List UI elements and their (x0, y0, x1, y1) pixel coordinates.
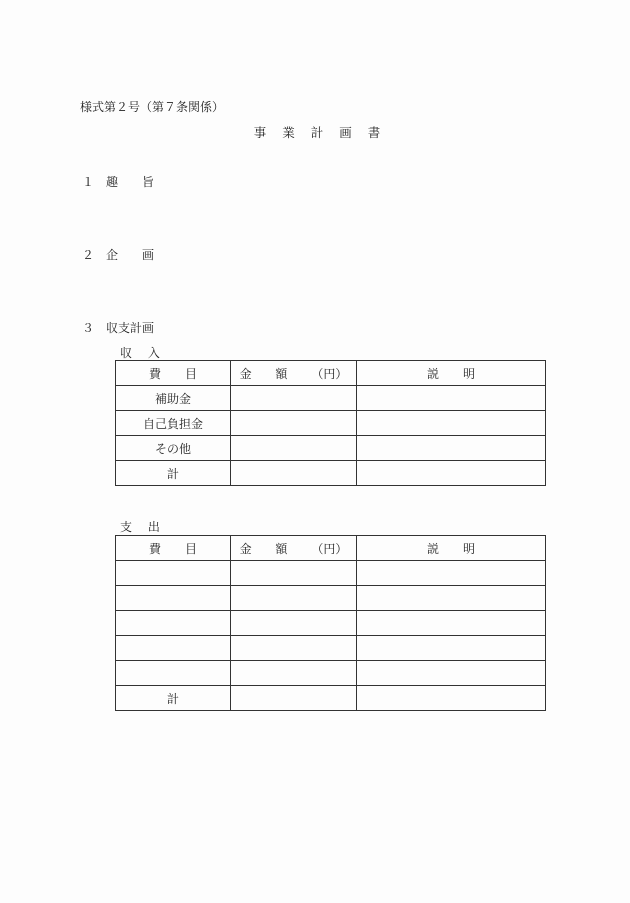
section-label: 収支計画 (106, 321, 155, 335)
total-row (116, 461, 546, 486)
amount-cell[interactable] (231, 411, 357, 436)
income-label: 収 入 (120, 346, 166, 360)
table-row (116, 436, 546, 461)
section-plan (82, 246, 154, 263)
item-cell: 自己負担金 (116, 411, 231, 436)
amount-cell[interactable] (231, 636, 357, 661)
section-purpose (82, 173, 154, 190)
amount-cell[interactable] (231, 436, 357, 461)
amount-cell[interactable] (231, 661, 357, 686)
section-number: １ (82, 175, 95, 189)
table-row (116, 561, 546, 586)
item-cell[interactable] (116, 636, 231, 661)
table-row (116, 661, 546, 686)
table-row (116, 386, 546, 411)
amount-cell[interactable] (231, 561, 357, 586)
description-cell[interactable] (357, 411, 546, 436)
section-number: ２ (82, 248, 95, 262)
item-cell: 計 (116, 461, 231, 486)
header-amount-unit: （円） (311, 541, 348, 556)
expense-label: 支 出 (120, 520, 166, 534)
table-header-row (116, 361, 546, 386)
description-cell[interactable] (357, 436, 546, 461)
item-cell: 計 (116, 686, 231, 711)
description-cell[interactable] (357, 611, 546, 636)
description-cell[interactable] (357, 386, 546, 411)
header-item: 費 目 (116, 361, 231, 386)
description-cell[interactable] (357, 636, 546, 661)
item-cell[interactable] (116, 561, 231, 586)
amount-cell[interactable] (231, 586, 357, 611)
form-number: 様式第２号（第７条関係） (80, 100, 225, 114)
header-amount-label: 金 額 (239, 541, 298, 556)
document-title: 事 業 計 画 書 (253, 125, 387, 140)
item-cell[interactable] (116, 611, 231, 636)
item-cell: その他 (116, 436, 231, 461)
table-row (116, 636, 546, 661)
header-amount-label: 金 額 (239, 366, 298, 381)
table-row (116, 586, 546, 611)
amount-cell[interactable] (231, 686, 357, 711)
section-label: 趣 旨 (106, 175, 155, 189)
description-cell[interactable] (357, 686, 546, 711)
header-amount-unit: （円） (311, 366, 348, 381)
description-cell[interactable] (357, 586, 546, 611)
section-number: ３ (82, 321, 95, 335)
expense-table (115, 535, 546, 711)
section-budget (82, 319, 154, 336)
header-amount (231, 536, 357, 561)
section-label: 企 画 (106, 248, 155, 262)
amount-cell[interactable] (231, 611, 357, 636)
table-row (116, 611, 546, 636)
total-row (116, 686, 546, 711)
item-cell[interactable] (116, 661, 231, 686)
table-header-row (116, 536, 546, 561)
income-table (115, 360, 546, 486)
description-cell[interactable] (357, 561, 546, 586)
description-cell[interactable] (357, 461, 546, 486)
header-item: 費 目 (116, 536, 231, 561)
header-description: 説 明 (357, 361, 546, 386)
item-cell: 補助金 (116, 386, 231, 411)
amount-cell[interactable] (231, 461, 357, 486)
item-cell[interactable] (116, 586, 231, 611)
table-row (116, 411, 546, 436)
description-cell[interactable] (357, 661, 546, 686)
header-amount (231, 361, 357, 386)
amount-cell[interactable] (231, 386, 357, 411)
header-description: 説 明 (357, 536, 546, 561)
